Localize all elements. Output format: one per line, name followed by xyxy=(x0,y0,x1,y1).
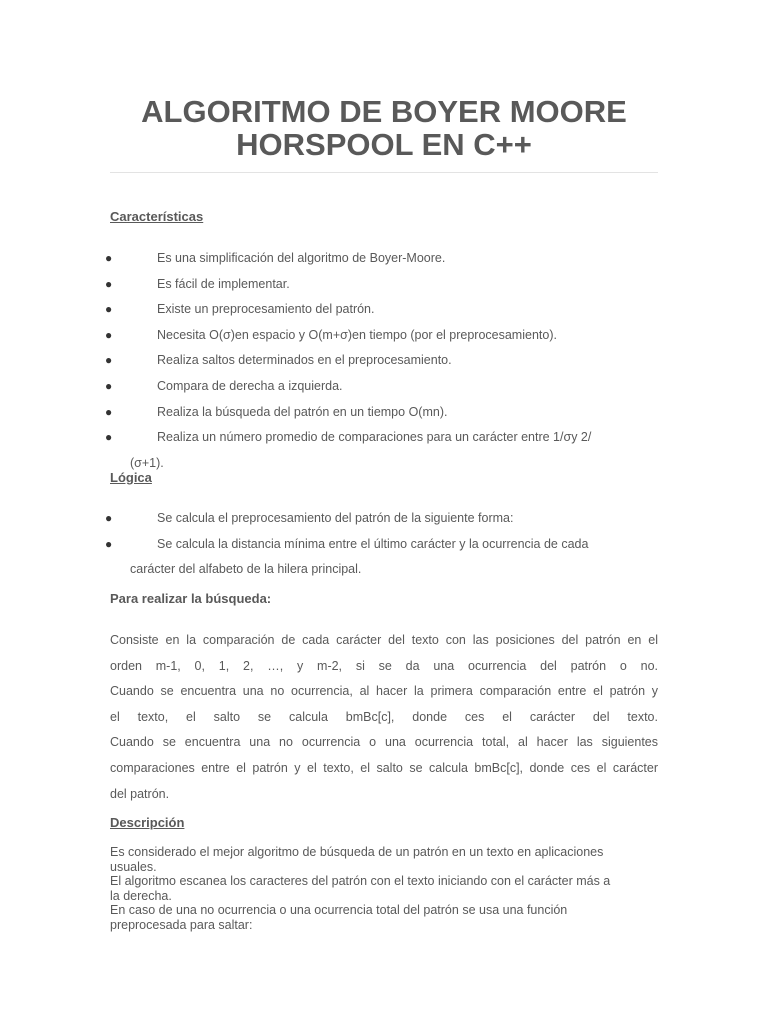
bullet-icon: ● xyxy=(105,511,113,525)
list-item-text: Compara de derecha a izquierda. xyxy=(157,378,343,393)
paragraph-line: Cuando se encuentra una no ocurrencia, al hacer la primera comparación entre el patrón y xyxy=(110,684,658,699)
paragraph-line: Consiste en la comparación de cada carácter del texto con las posiciones del patrón en el xyxy=(110,633,658,647)
list-item-text: Es fácil de implementar. xyxy=(157,276,290,291)
title-divider xyxy=(110,172,658,173)
paragraph-line: comparaciones entre el patrón y el texto, el salto se calcula bmBc[c], donde ces el carácter xyxy=(110,760,658,775)
description-line: preprocesada para saltar: xyxy=(110,917,253,932)
title-line-2: HORSPOOL EN C++ xyxy=(236,127,532,162)
list-item xyxy=(105,301,665,327)
bullet-icon: ● xyxy=(105,536,113,551)
paragraph-line: orden m-1, 0, 1, 2, …, y m-2, si se da una ocurrencia del patrón o no. xyxy=(110,658,658,673)
logica-heading: Lógica xyxy=(110,470,152,485)
description-line: En caso de una no ocurrencia o una ocurrencia total del patrón se usa una función xyxy=(110,903,568,918)
bullet-icon: ● xyxy=(105,404,113,419)
list-item xyxy=(105,327,665,353)
caracteristicas-list xyxy=(105,250,665,455)
bullet-icon: ● xyxy=(105,251,113,265)
description-line: usuales. xyxy=(110,859,157,874)
list-item-text: Se calcula el preprocesamiento del patrón de la siguiente forma: xyxy=(157,511,514,525)
list-item xyxy=(105,250,665,276)
list-item-text: Existe un preprocesamiento del patrón. xyxy=(157,302,375,317)
document-title xyxy=(110,95,658,161)
paragraph-line: Cuando se encuentra una no ocurrencia o una ocurrencia total, al hacer las siguientes xyxy=(110,735,658,750)
description-line: El algoritmo escanea los caracteres del patrón con el texto iniciando con el carácter más a xyxy=(110,874,611,889)
list-item xyxy=(105,404,665,430)
title-line-1: ALGORITMO DE BOYER MOORE xyxy=(141,94,627,129)
bullet-icon: ● xyxy=(105,430,113,445)
descripcion-heading: Descripción xyxy=(110,815,185,830)
list-item-text: Realiza la búsqueda del patrón en un tiempo O(mn). xyxy=(157,404,448,419)
descripcion-text xyxy=(110,845,658,933)
paragraph-line: del patrón. xyxy=(110,786,170,801)
paragraph-line: el texto, el salto se calcula bmBc[c], donde ces el carácter del texto. xyxy=(110,709,658,724)
list-item xyxy=(105,276,665,302)
list-item xyxy=(105,510,665,536)
list-item-continuation: carácter del alfabeto de la hilera principal. xyxy=(130,562,362,576)
bullet-icon: ● xyxy=(105,353,113,368)
bullet-icon: ● xyxy=(105,378,113,393)
caracteristicas-heading: Características xyxy=(110,209,204,224)
bullet-icon: ● xyxy=(105,327,113,342)
list-item-text: Es una simplificación del algoritmo de Boyer-Moore. xyxy=(157,251,446,265)
busqueda-paragraph xyxy=(110,632,658,811)
list-item-text: Realiza saltos determinados en el preprocesamiento. xyxy=(157,353,452,368)
list-item-text: Se calcula la distancia mínima entre el último carácter y la ocurrencia de cada xyxy=(157,536,589,551)
list-item xyxy=(105,429,665,455)
logica-list xyxy=(105,510,665,561)
busqueda-heading: Para realizar la búsqueda: xyxy=(110,591,272,606)
list-item xyxy=(105,378,665,404)
list-item-text: Realiza un número promedio de comparaciones para un carácter entre 1/σy 2/ xyxy=(157,430,592,445)
bullet-icon: ● xyxy=(105,302,113,317)
list-item xyxy=(105,352,665,378)
list-item-continuation: (σ+1). xyxy=(130,456,164,470)
list-item xyxy=(105,536,665,562)
description-line: Es considerado el mejor algoritmo de búsqueda de un patrón en un texto en aplicaciones xyxy=(110,845,604,859)
description-line: la derecha. xyxy=(110,888,172,903)
list-item-text: Necesita O(σ)en espacio y O(m+σ)en tiempo (por el preprocesamiento). xyxy=(157,327,557,342)
bullet-icon: ● xyxy=(105,276,113,291)
